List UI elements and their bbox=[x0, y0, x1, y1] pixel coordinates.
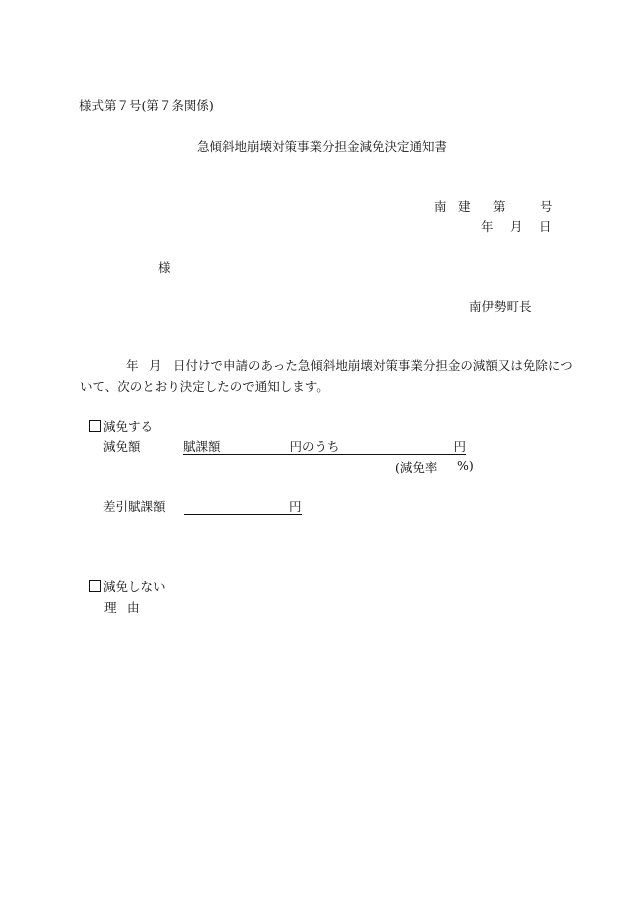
reduction-amount-field[interactable] bbox=[340, 441, 454, 455]
net-label: 差引賦課額 bbox=[103, 499, 166, 514]
assessed-yen-of: 円のうち bbox=[289, 439, 340, 454]
form-number: 様式第７号(第７条関係) bbox=[79, 98, 214, 113]
grant-option[interactable] bbox=[89, 417, 153, 435]
body-date-month: 月 bbox=[149, 358, 162, 373]
date-month: 月 bbox=[510, 219, 523, 234]
assessed-label: 賦課額 bbox=[183, 439, 221, 454]
deny-option-label: 減免しない bbox=[103, 579, 166, 594]
net-yen: 円 bbox=[289, 499, 302, 514]
reason-ri: 理 bbox=[104, 600, 117, 615]
rate-close: %) bbox=[457, 458, 474, 473]
checkbox-icon[interactable] bbox=[89, 580, 101, 592]
ref-minami: 南 bbox=[434, 199, 447, 214]
reduction-label: 減免額 bbox=[103, 439, 141, 454]
net-amount-row bbox=[184, 497, 302, 515]
net-amount-field[interactable] bbox=[184, 501, 289, 515]
issuer-name: 南伊勢町長 bbox=[469, 299, 532, 314]
body-line-2: いて、次のとおり決定したので通知します。 bbox=[80, 379, 329, 394]
ref-ken: 建 bbox=[458, 199, 471, 214]
checkbox-icon[interactable] bbox=[89, 420, 101, 432]
ref-dai: 第 bbox=[493, 199, 506, 214]
date-day: 日 bbox=[539, 219, 552, 234]
reason-yu: 由 bbox=[127, 600, 140, 615]
body-date-year: 年 bbox=[126, 358, 139, 373]
grant-option-label: 減免する bbox=[103, 419, 154, 434]
reduction-yen: 円 bbox=[453, 439, 467, 454]
assessed-amount-field[interactable] bbox=[221, 441, 290, 455]
document-title: 急傾斜地崩壊対策事業分担金減免決定通知書 bbox=[197, 139, 448, 154]
addressee-honorific: 様 bbox=[158, 260, 171, 275]
deny-option[interactable] bbox=[89, 577, 166, 595]
ref-go: 号 bbox=[540, 199, 553, 214]
body-line-1: 日付けで申請のあった急傾斜地崩壊対策事業分担金の減額又は免除につ bbox=[173, 358, 573, 373]
date-year: 年 bbox=[481, 219, 494, 234]
rate-open: (減免率 bbox=[395, 460, 438, 475]
assessed-amount-row bbox=[183, 437, 466, 455]
